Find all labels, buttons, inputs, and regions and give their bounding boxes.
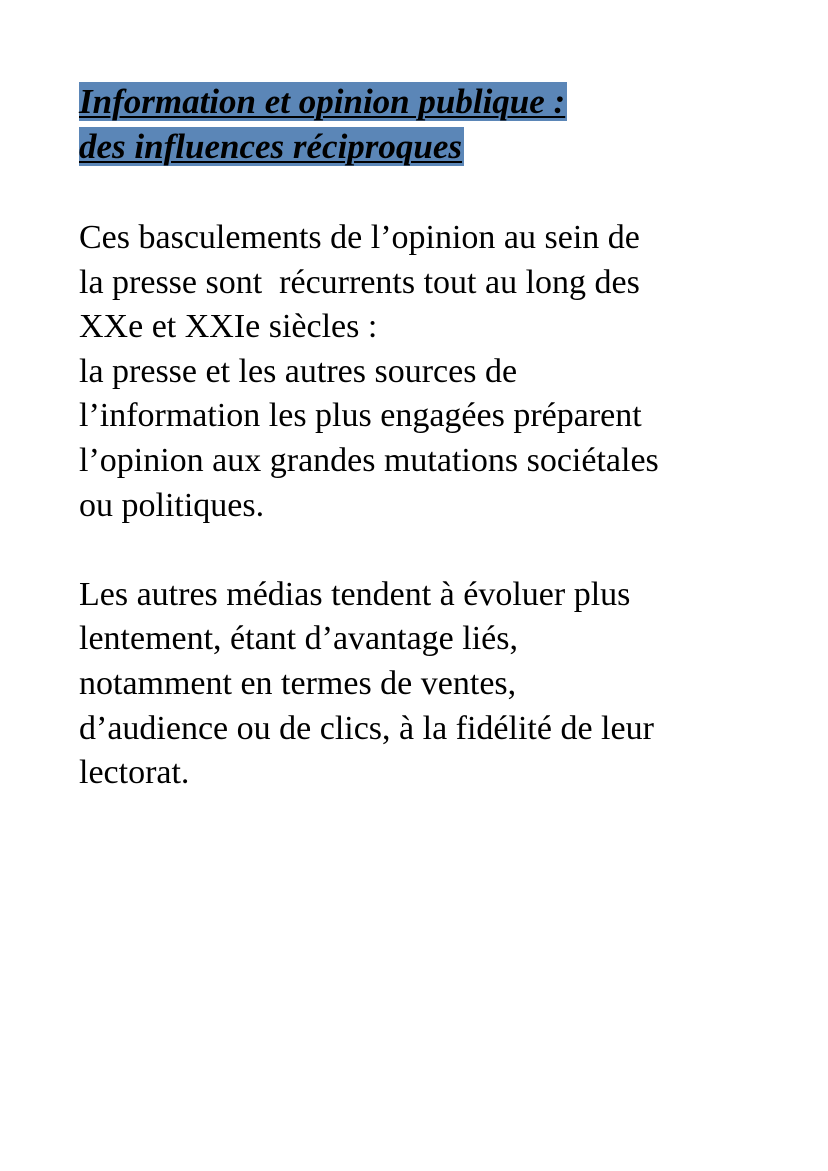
document-title bbox=[79, 79, 567, 169]
paragraph-1-line-2: la presse sont récurrents tout au long des bbox=[79, 263, 640, 301]
paragraph-2-line-3: notamment en termes de ventes, bbox=[79, 664, 517, 702]
paragraph-2-line-5: lectorat. bbox=[79, 754, 190, 792]
paragraph-1-line-7: ou politiques. bbox=[79, 486, 265, 524]
document-body bbox=[79, 216, 779, 796]
title-line-1: Information et opinion publique : bbox=[79, 82, 566, 121]
paragraph-1-line-4: la presse et les autres sources de bbox=[79, 352, 518, 390]
paragraph-1 bbox=[79, 216, 779, 528]
paragraph-1-line-1: Ces basculements de l’opinion au sein de bbox=[79, 219, 640, 256]
title-line-2: des influences réciproques bbox=[79, 127, 463, 166]
paragraph-2-line-4: d’audience ou de clics, à la fidélité de leur bbox=[79, 709, 654, 747]
paragraph-spacer bbox=[79, 528, 779, 573]
paragraph-1-line-3: XXe et XXIe siècles : bbox=[79, 308, 378, 346]
paragraph-2 bbox=[79, 573, 779, 796]
paragraph-2-line-2: lentement, étant d’avantage liés, bbox=[79, 620, 518, 658]
paragraph-1-line-6: l’opinion aux grandes mutations sociétales bbox=[79, 441, 659, 479]
paragraph-2-line-1: Les autres médias tendent à évoluer plus bbox=[79, 575, 631, 613]
paragraph-1-line-5: l’information les plus engagées préparent bbox=[79, 397, 642, 435]
